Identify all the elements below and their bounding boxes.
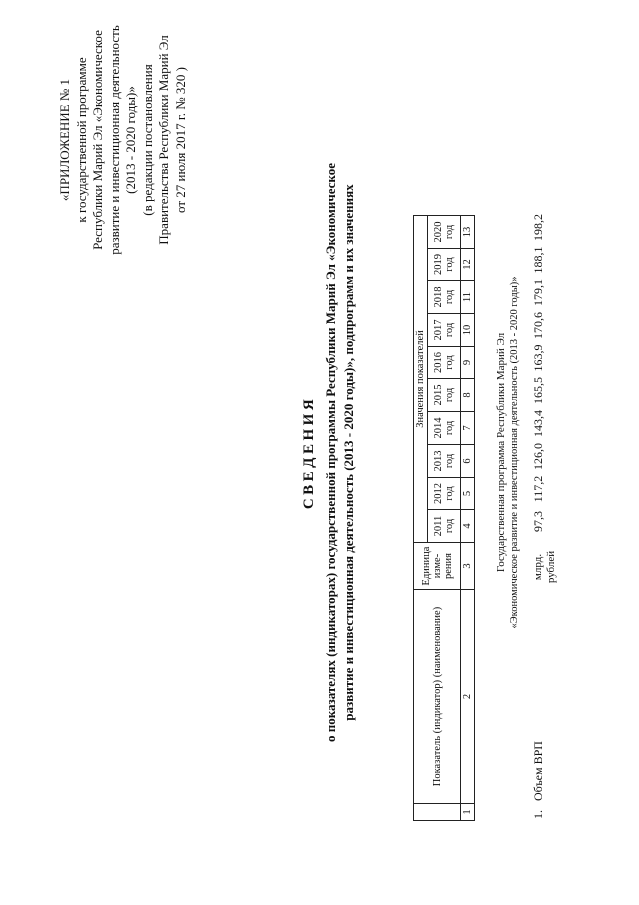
row-value: 188,1 xyxy=(531,246,545,274)
header-num-blank xyxy=(414,804,461,821)
section-heading xyxy=(494,0,522,905)
document-title: СВЕДЕНИЯ xyxy=(301,395,317,510)
column-number: 3 xyxy=(461,543,475,590)
header-year: 2016 год xyxy=(428,347,461,379)
appendix-line: Правительства Республики Марий Эл xyxy=(156,35,171,245)
column-number: 13 xyxy=(461,216,475,249)
row-value: 165,5 xyxy=(531,377,545,404)
row-value: 198,2 xyxy=(531,214,545,241)
row-unit: млрд. рублей xyxy=(532,550,557,584)
header-values: Значения показателей xyxy=(414,216,428,543)
row-indicator-name: Объем ВРП xyxy=(531,741,545,801)
row-value: 179,1 xyxy=(531,279,545,306)
column-number: 12 xyxy=(461,249,475,281)
indicators-table xyxy=(413,215,475,821)
row-value: 143,4 xyxy=(531,410,545,437)
appendix-line: (в редакции постановления xyxy=(139,64,155,216)
column-number: 7 xyxy=(461,412,475,445)
appendix-line: к государственной программе xyxy=(73,57,89,223)
column-number: 4 xyxy=(461,510,475,543)
appendix-line: «ПРИЛОЖЕНИЕ № 1 xyxy=(57,78,72,202)
row-value: 163,9 xyxy=(531,344,545,372)
header-year: 2014 год xyxy=(428,412,461,445)
column-number: 11 xyxy=(461,281,475,314)
section-line-1: Государственная программа Республики Марий Эл xyxy=(495,332,507,573)
column-number: 6 xyxy=(461,445,475,478)
column-number: 9 xyxy=(461,347,475,379)
header-unit: Единица изме-рения xyxy=(414,543,461,590)
header-year: 2012 год xyxy=(428,478,461,510)
appendix-line: Республики Марий Эл «Экономическое xyxy=(90,30,105,250)
appendix-line: (2013 - 2020 годы)» xyxy=(123,86,138,194)
column-number: 1 xyxy=(461,804,475,821)
appendix-line: от 27 июля 2017 г. № 320 ) xyxy=(172,67,188,213)
header-year: 2020 год xyxy=(428,216,461,249)
section-line-2: «Экономическое развитие и инвестиционная деятельность (2013 - 2020 годы)» xyxy=(509,276,520,629)
subtitle-line-1: о показателях (индикаторах) государственной программы Республики Марий Эл «Экономическое xyxy=(323,162,338,743)
header-year: 2015 год xyxy=(428,379,461,412)
column-number: 5 xyxy=(461,478,475,510)
header-year: 2018 год xyxy=(428,281,461,314)
row-number: 1. xyxy=(531,810,545,819)
column-number: 2 xyxy=(461,590,475,804)
appendix-line: развитие и инвестиционная деятельность xyxy=(106,25,122,255)
column-number: 10 xyxy=(461,314,475,347)
appendix-header xyxy=(57,0,189,285)
row-value: 170,6 xyxy=(531,312,545,339)
header-year: 2011 год xyxy=(428,510,461,543)
row-value: 126,0 xyxy=(531,443,545,470)
column-number: 8 xyxy=(461,379,475,412)
row-value: 117,2 xyxy=(531,475,545,503)
document-subtitle xyxy=(322,80,358,825)
row-value: 97,3 xyxy=(531,511,545,532)
subtitle-line-2: развитие и инвестиционная деятельность (2013 - 2020 годы)», подпрограмм и их значениях xyxy=(341,184,356,721)
header-year: 2019 год xyxy=(428,249,461,281)
header-year: 2013 год xyxy=(428,445,461,478)
header-indicator: Показатель (индикатор) (наименование) xyxy=(414,590,461,804)
header-year: 2017 год xyxy=(428,314,461,347)
